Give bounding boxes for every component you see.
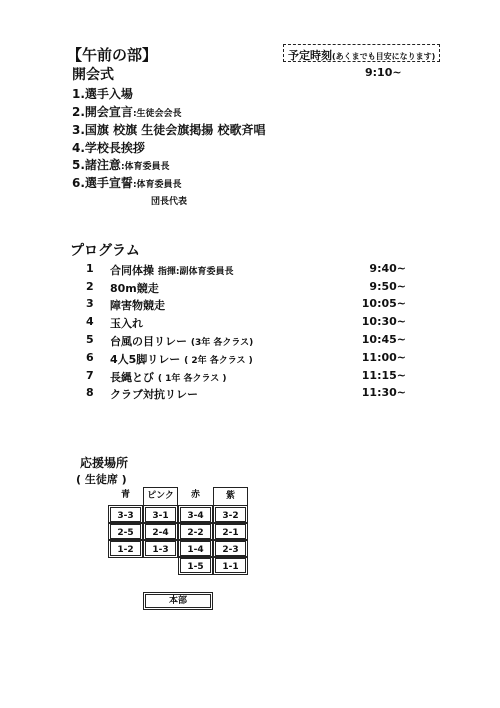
ceremony-item: 2.開会宣言:生徒会会長 [72, 105, 182, 119]
table-cell: 2-4 [143, 522, 178, 541]
program-row: 3 障害物競走 10:05~ [86, 297, 406, 312]
table-cell: 2-2 [178, 522, 213, 541]
table-cell: 2-5 [108, 522, 143, 541]
column-header: 青 [120, 490, 130, 500]
table-cell: 1-2 [108, 539, 143, 558]
headquarters-box: 本部 [143, 592, 213, 610]
ceremony-item: 1.選手入場 [72, 87, 133, 101]
table-cell: 2-1 [213, 522, 248, 541]
program-row: 8 クラブ対抗リレー 11:30~ [86, 386, 406, 401]
table-cell: 3-1 [143, 505, 178, 524]
schedule-box [283, 44, 440, 62]
table-cell: 3-2 [213, 505, 248, 524]
opening-time: 9:10~ [365, 66, 402, 79]
program-row: 4 玉入れ 10:30~ [86, 315, 406, 330]
ceremony-item: 6.選手宣誓:体育委員長 [72, 176, 182, 190]
cheer-subheading: ( 生徒席 ) [76, 473, 127, 486]
program-row: 7 長縄とび ( 1年 各クラス ) 11:15~ [86, 369, 406, 384]
table-cell: 2-3 [213, 539, 248, 558]
table-cell: 1-5 [178, 556, 213, 575]
schedule-label: 予定時刻 [288, 49, 332, 62]
table-cell: 3-4 [178, 505, 213, 524]
program-row: 1 合同体操 指揮:副体育委員長 9:40~ [86, 262, 406, 277]
table-cell: 3-3 [108, 505, 143, 524]
morning-heading: 【午前の部】 [67, 46, 158, 64]
ceremony-item: 4.学校長挨拶 [72, 141, 145, 155]
table-cell: 1-3 [143, 539, 178, 558]
table-cell: 1-1 [213, 556, 248, 575]
table-cell: 1-4 [178, 539, 213, 558]
ceremony-item: 5.諸注意:体育委員長 [72, 158, 170, 172]
program-row: 6 4人5脚リレー ( 2年 各クラス ) 11:00~ [86, 351, 406, 366]
cheer-heading: 応援場所 [80, 456, 129, 470]
column-header: 紫 [213, 487, 248, 506]
program-row: 5 台風の目リレー (3年 各クラス) 10:45~ [86, 333, 406, 348]
schedule-note: (あくまでも目安になります) [332, 52, 436, 61]
opening-ceremony-title: 開会式 [72, 67, 114, 83]
ceremony-item: 3.国旗 校旗 生徒会旗掲揚 校歌斉唱 [72, 123, 266, 137]
program-heading: プログラム [70, 243, 140, 259]
column-header: 赤 [190, 490, 200, 500]
oath-representative: 団長代表 [151, 197, 188, 207]
column-header: ピンク [143, 487, 178, 506]
program-row: 2 80m競走 9:50~ [86, 280, 406, 295]
